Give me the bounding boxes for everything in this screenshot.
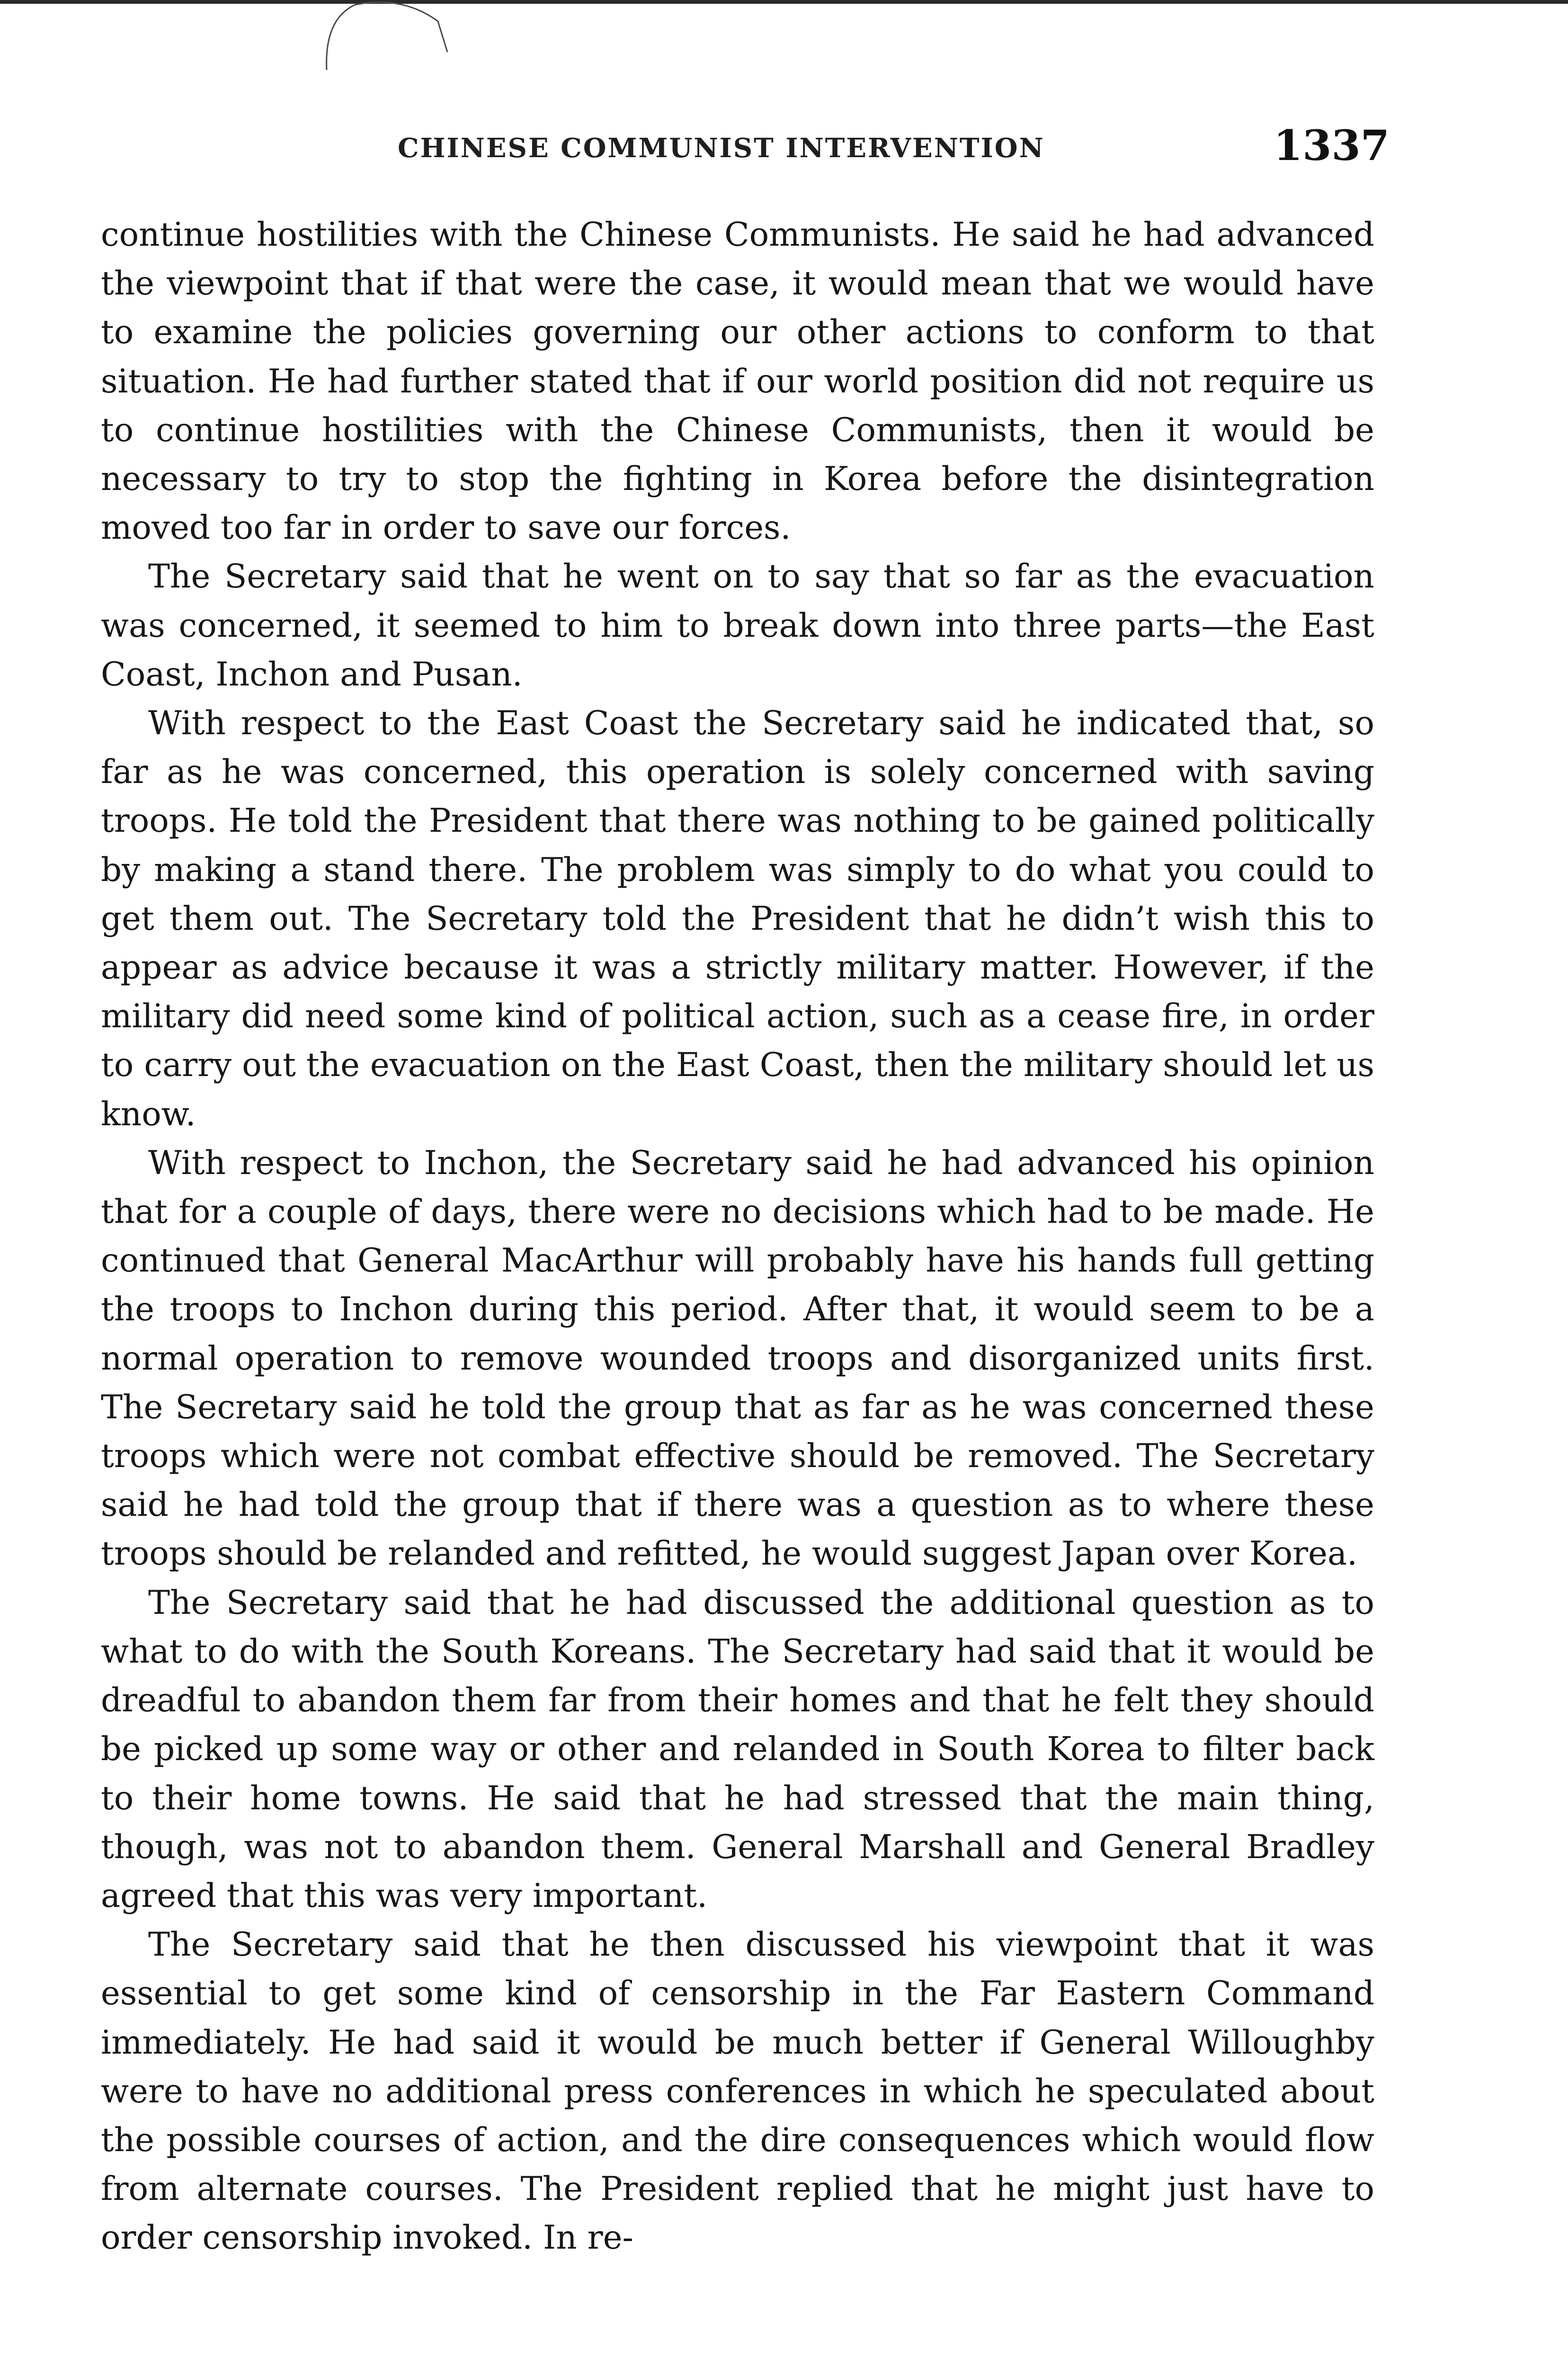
page-header	[0, 121, 1568, 173]
paragraph: The Secretary said that he had discussed the additional question as to what to do with the South Koreans. The Secretary had said that it would be dreadful to abandon them far from their homes and that he felt they should be picked up some way or other and relanded in South Korea to filter back to their home towns. He said that he had stressed that the main thing, though, was not to abandon them. General Marshall and General Bradley agreed that this was very important.	[101, 1584, 1374, 1915]
running-head: CHINESE COMMUNIST INTERVENTION	[398, 133, 1045, 164]
body-text	[101, 211, 1374, 2263]
paragraph: With respect to Inchon, the Secretary said he had advanced his opinion that for a couple of days, there were no decisions which had to be made. He continued that General MacArthur will probably have his hands full getting the troops to Inchon during this period. After that, it would seem to be a normal operation to remove wounded troops and disorganized units first. The Secretary said he told the group that as far as he was concerned these troops which were not combat effective should be removed. The Secretary said he had told the group that if there was a question as to where these troops should be relanded and refitted, he would suggest Japan over Korea.	[101, 1144, 1374, 1573]
paragraph: continue hostilities with the Chinese Communists. He said he had advanced the viewpoint that if that were the case, it would mean that we would have to examine the policies governing our other actions to conform to that situation. He had further stated that if our world position did not require us to continue hostilities with the Chinese Communists, then it would be necessary to try to stop the fighting in Korea before the disintegration moved too far in order to save our forces.	[101, 216, 1374, 547]
handwritten-pencil-mark	[317, 0, 459, 71]
paragraph: With respect to the East Coast the Secretary said he indicated that, so far as he was concerned, this operation is solely concerned with saving troops. He told the President that there was nothing to be gained politically by making a stand there. The problem was simply to do what you could to get them out. The Secretary told the President that he didn’t wish this to appear as advice because it was a strictly military matter. However, if the military did need some kind of political action, such as a cease fire, in order to carry out the evacuation on the East Coast, then the military should let us know.	[101, 704, 1374, 1133]
top-border-rule	[0, 0, 1568, 4]
paragraph: The Secretary said that he went on to say that so far as the evacuation was concerned, it seemed to him to break down into three parts—the East Coast, Inchon and Pusan.	[101, 558, 1374, 694]
paragraph: The Secretary said that he then discussed his viewpoint that it was essential to get some kind of censorship in the Far Eastern Command immediately. He had said it would be much better if General Willoughby were to have no additional press conferences in which he speculated about the possible courses of action, and the dire consequences which would flow from alternate courses. The President replied that he might just have to order censorship invoked. In re-	[101, 1926, 1374, 2257]
page-number: 1337	[1274, 121, 1390, 170]
